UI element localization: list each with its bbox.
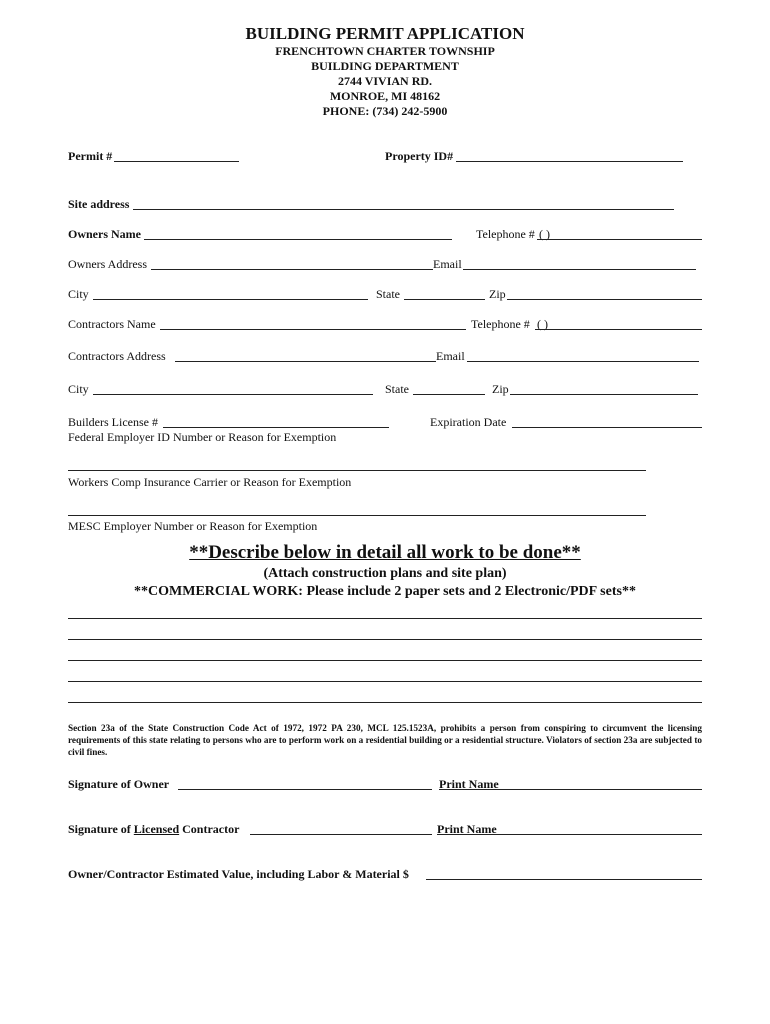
contractor-telephone-label: Telephone # [471,317,530,331]
federal-id-field[interactable] [68,470,646,471]
contractors-address-label: Contractors Address [68,349,166,363]
attach-plans-note: (Attach construction plans and site plan) [263,566,507,581]
contractor-signature-field[interactable] [250,834,432,835]
property-id-field[interactable] [456,161,683,162]
owner-telephone-field[interactable] [537,239,702,240]
estimated-value-field[interactable] [426,879,702,880]
contractors-address-field[interactable] [175,361,436,362]
owner-signature-field[interactable] [178,789,432,790]
form-title: BUILDING PERMIT APPLICATION [245,24,525,43]
site-address-field[interactable] [133,209,674,210]
owner-email-field[interactable] [463,269,696,270]
contractor-telephone-field[interactable] [535,329,702,330]
contractor-state-label: State [385,382,409,396]
owner-zip-field[interactable] [507,299,702,300]
builders-license-field[interactable] [163,427,389,428]
owners-address-field[interactable] [151,269,433,270]
contractor-city-label: City [68,382,89,396]
owners-name-field[interactable] [144,239,452,240]
owner-city-field[interactable] [93,299,368,300]
work-description-line[interactable] [68,618,702,619]
city-state-zip: MONROE, MI 48162 [329,89,441,103]
property-id-label: Property ID# [385,149,454,163]
expiration-date-field[interactable] [512,427,702,428]
contractor-state-field[interactable] [413,394,485,395]
federal-id-label: Federal Employer ID Number or Reason for Exemption [68,430,337,444]
phone-number: PHONE: (734) 242-5900 [322,104,448,118]
contractor-email-field[interactable] [467,361,699,362]
work-description-line[interactable] [68,681,702,682]
contractor-signature-label: Signature of Licensed Contractor [68,822,240,836]
department-name: BUILDING DEPARTMENT [311,59,459,73]
contractors-name-field[interactable] [160,329,466,330]
owner-telephone-area-code: ( ) [539,227,550,241]
contractor-email-label: Email [436,349,465,363]
owner-zip-label: Zip [489,287,506,301]
street-address: 2744 VIVIAN RD. [337,74,433,88]
township-name: FRENCHTOWN CHARTER TOWNSHIP [275,44,495,58]
section-23a-notice: Section 23a of the State Construction Code Act of 1972, 1972 PA 230, MCL 125.1523A, prohibits a person from conspiring to circumvent the licensing requirements of this state relating to persons who are to perform work on a residential building or a residential structure. Violators of section 23a are subjected to civil fines. [68,723,702,757]
owners-address-label: Owners Address [68,257,147,271]
work-description-line[interactable] [68,702,702,703]
work-description-line[interactable] [68,660,702,661]
owner-print-name-label: Print Name [439,777,499,791]
contractor-print-name-label: Print Name [437,822,497,836]
owner-email-label: Email [433,257,462,271]
contractor-telephone-area-code: ( ) [537,317,548,331]
contractor-zip-field[interactable] [510,394,698,395]
contractor-print-name-field[interactable] [437,834,702,835]
contractors-name-label: Contractors Name [68,317,156,331]
site-address-label: Site address [68,197,130,211]
estimated-value-label: Owner/Contractor Estimated Value, including Labor & Material $ [68,867,409,881]
work-description-line[interactable] [68,639,702,640]
contractor-city-field[interactable] [93,394,373,395]
permit-field[interactable] [114,161,239,162]
owner-signature-label: Signature of Owner [68,777,170,791]
mesc-label: MESC Employer Number or Reason for Exemption [68,519,318,533]
workers-comp-label: Workers Comp Insurance Carrier or Reason for Exemption [68,475,352,489]
builders-license-label: Builders License # [68,415,158,429]
commercial-work-note: **COMMERCIAL WORK: Please include 2 paper sets and 2 Electronic/PDF sets** [134,584,636,599]
owners-name-label: Owners Name [68,227,141,241]
owner-telephone-label: Telephone # [476,227,535,241]
owner-city-label: City [68,287,89,301]
work-description-heading: **Describe below in detail all work to be done** [189,542,581,563]
contractor-zip-label: Zip [492,382,509,396]
owner-state-field[interactable] [404,299,485,300]
owner-print-name-field[interactable] [439,789,702,790]
permit-label: Permit # [68,149,113,163]
expiration-date-label: Expiration Date [430,415,507,429]
workers-comp-field[interactable] [68,515,646,516]
owner-state-label: State [376,287,400,301]
